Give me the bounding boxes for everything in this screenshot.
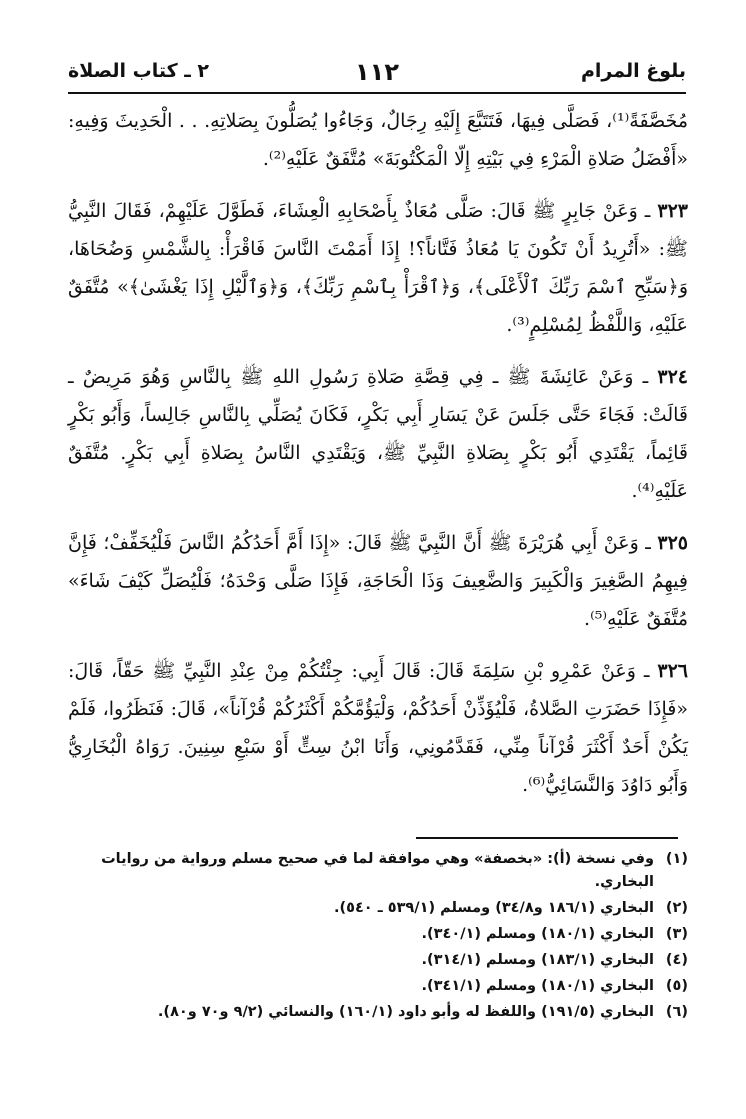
paragraph-text: ـ وَعَنْ عَائِشَةَ ﷺ ـ فِي قِصَّةِ صَلاةِ رَسُولِ اللهِ ﷺ بِالنَّاسِ وَهُوَ مَرِيضٌ ـ قَالَتْ: فَجَاءَ حَتَّى جَلَسَ عَنْ يَسَارِ أَبِي بَكْرٍ، فَكَانَ يُصَلِّي بِالنَّاسِ جَالِساً، وَأَبُو بَكْرٍ قَائِماً، يَقْتَدِي أَبُو بَكْرٍ بِصَلاةِ النَّبِيِّ ﷺ، وَيَقْتَدِي النَّاسُ بِصَلاةِ أَبِي بَكْرٍ. مُتَّفَقٌ عَلَيْهِ⁽⁴⁾. [68, 366, 688, 502]
footnote-text: البخاري (١٨٣/١) ومسلم (٣١٤/١). [421, 952, 654, 968]
footnote-text: البخاري (١٨٠/١) ومسلم (٣٤١/١). [421, 978, 654, 994]
chapter-title: ٢ ـ كتاب الصلاة [68, 60, 209, 82]
footnote-separator [416, 837, 678, 839]
book-title: بلوغ المرام [580, 60, 686, 82]
hadith-323 [68, 192, 688, 344]
hadith-324 [68, 358, 688, 510]
footnote-text: وفي نسخة (أ): «بخصفة» وهي موافقة لما في صحيح مسلم ورواية من روايات البخاري. [101, 851, 654, 890]
footnote [68, 975, 688, 998]
footnote [68, 897, 688, 920]
hadith-number: ٣٢٥ [657, 532, 688, 554]
paragraph-text: ـ وَعَنْ أَبِي هُرَيْرَةَ ﷺ أَنَّ النَّبِيَّ ﷺ قَالَ: «إِذَا أَمَّ أَحَدُكُمُ النَّاسَ فَلْيُخَفِّفْ؛ فَإِنَّ فِيهِمُ الصَّغِيرَ وَالْكَبِيرَ وَالضَّعِيفَ وَذَا الْحَاجَةِ، فَإِذَا صَلَّى وَحْدَهُ؛ فَلْيُصَلِّ كَيْفَ شَاءَ» مُتَّفَقٌ عَلَيْهِ⁽⁵⁾. [68, 532, 688, 630]
hadith-326 [68, 652, 688, 804]
paragraph-text: ـ وَعَنْ جَابِرٍ ﷺ قَالَ: صَلَّى مُعَاذٌ بِأَصْحَابِهِ الْعِشَاءَ، فَطَوَّلَ عَلَيْهِمْ، فَقَالَ النَّبِيُّ ﷺ: «أَتُرِيدُ أَنْ تَكُونَ يَا مُعَاذُ فَتَّاناً؟! إِذَا أَمَمْتَ النَّاسَ فَاقْرَأْ: بِالشَّمْسِ وَضُحَاهَا، وَ﴿سَبِّحِ ٱسْمَ رَبِّكَ ٱلْأَعْلَى﴾، وَ﴿ٱقْرَأْ بِٱسْمِ رَبِّكَ﴾، وَ﴿وَٱلَّيْلِ إِذَا يَغْشَىٰ﴾» مُتَّفَقٌ عَلَيْهِ، وَاللَّفْظُ لِمُسْلِمٍ⁽³⁾. [68, 200, 688, 336]
paragraph-text: ـ وَعَنْ عَمْرِو بْنِ سَلِمَةَ قَالَ: قَالَ أَبِي: جِئْتُكُمْ مِنْ عِنْدِ النَّبِيِّ ﷺ حَقّاً، قَالَ: «فَإِذَا حَضَرَتِ الصَّلاةُ، فَلْيُؤَذِّنْ أَحَدُكُمْ، وَلْيَؤُمَّكُمْ أَكْثَرُكُمْ قُرْآناً»، قَالَ: فَنَظَرُوا، فَلَمْ يَكُنْ أَحَدٌ أَكْثَرَ قُرْآناً مِنِّي، فَقَدَّمُونِي، وَأَنَا ابْنُ سِتٍّ أَوْ سَبْعِ سِنِينَ. رَوَاهُ الْبُخَارِيُّ وَأَبُو دَاوُدَ وَالنَّسَائِيُّ⁽⁶⁾. [68, 660, 688, 796]
footnote-number: (٦) [665, 1004, 688, 1020]
hadith-325 [68, 524, 688, 638]
footnote-number: (٣) [665, 926, 688, 942]
footnote-number: (٢) [665, 900, 688, 916]
footnote-text: البخاري (١٨٦/١ و٣٤/٨) ومسلم (٥٣٩/١ ـ ٥٤٠). [333, 900, 654, 916]
footnote [68, 949, 688, 972]
footnote-number: (٤) [665, 952, 688, 968]
footnote [68, 848, 688, 894]
hadith-number: ٣٢٣ [657, 200, 689, 222]
page-header [68, 58, 686, 94]
footnote-text: البخاري (١٨٠/١) ومسلم (٣٤٠/١). [421, 926, 654, 942]
footnote-number: (٥) [665, 978, 688, 994]
hadith-number: ٣٢٦ [657, 660, 688, 682]
main-text [68, 102, 688, 818]
paragraph-text: مُخَصَّفَةً⁽¹⁾، فَصَلَّى فِيهَا، فَتَتَبَّعَ إِلَيْهِ رِجَالٌ، وَجَاءُوا يُصَلُّونَ بِصَلاتِهِ. . . الْحَدِيثَ وَفِيهِ: «أَفْضَلُ صَلاةِ الْمَرْءِ فِي بَيْتِهِ إِلّا الْمَكْتُوبَةَ» مُتَّفَقٌ عَلَيْهِ⁽²⁾. [68, 110, 688, 170]
paragraph-continuation [68, 102, 688, 178]
footnote [68, 923, 688, 946]
footnotes [68, 848, 688, 1027]
footnote-text: البخاري (١٩١/٥) واللفظ له وأبو داود (١٦٠/١) والنسائي (٩/٢ و٧٠ و٨٠). [157, 1004, 654, 1020]
page-number: ١١٢ [355, 58, 399, 86]
footnote [68, 1001, 688, 1024]
hadith-number: ٣٢٤ [657, 366, 688, 388]
footnote-number: (١) [665, 851, 688, 867]
